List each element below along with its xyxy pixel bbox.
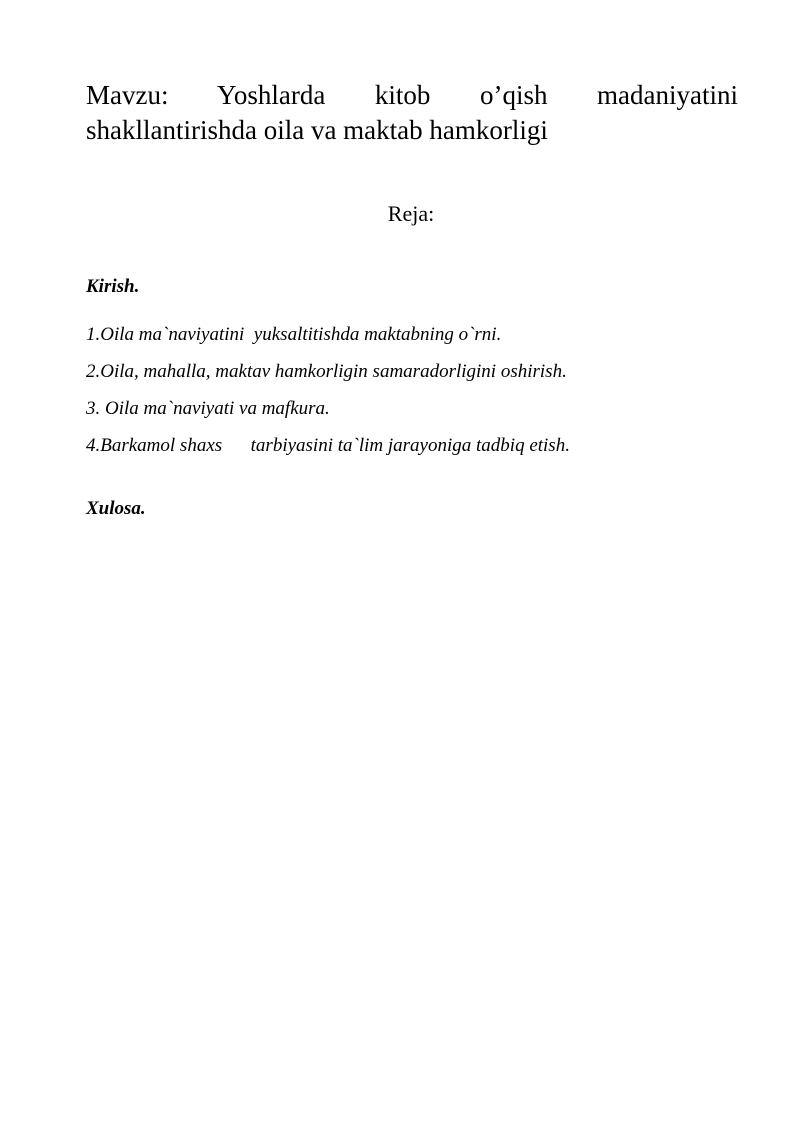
intro-label: Kirish.: [86, 276, 140, 297]
plan-item-2: 2.Oila, mahalla, maktav hamkorligin samaradorligini oshirish.: [86, 361, 567, 382]
plan-heading: Reja:: [387, 201, 435, 226]
plan-item-3: 3. Oila ma`naviyati va mafkura.: [86, 398, 330, 419]
title-line-2: shakllantirishda oila va maktab hamkorligi: [86, 115, 548, 145]
document-title: [86, 78, 738, 148]
plan-item-4: 4.Barkamol shaxs tarbiyasini ta`lim jarayoniga tadbiq etish.: [86, 435, 570, 456]
plan-item-1: 1.Oila ma`naviyatini yuksaltitishda maktabning o`rni.: [86, 324, 502, 345]
conclusion-label: Xulosa.: [86, 498, 146, 519]
plan-list: [86, 323, 746, 471]
title-line-1: Mavzu: Yoshlarda kitob o’qish madaniyatini: [86, 80, 738, 110]
